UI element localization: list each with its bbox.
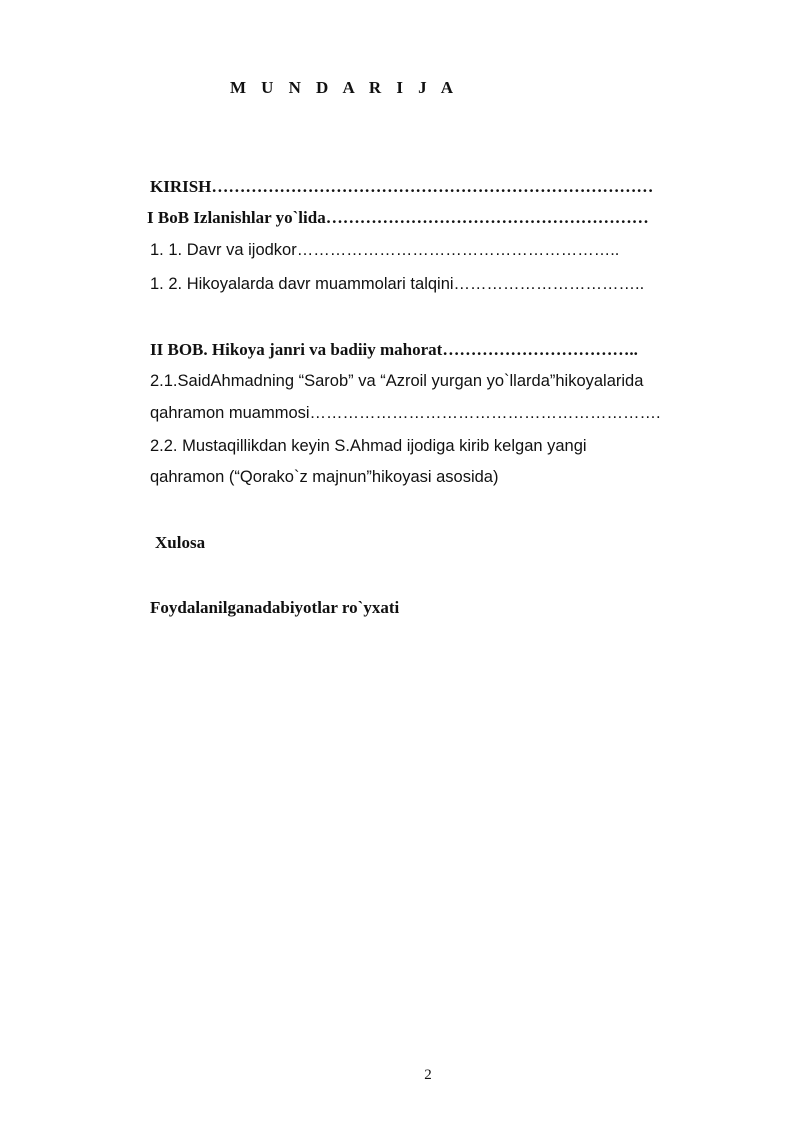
toc-entry-section-2-2-line-2: qahramon (“Qorako`z majnun”hikoyasi asosida) [150,468,499,486]
toc-entry-section-2-2-line-1: 2.2. Mustaqillikdan keyin S.Ahmad ijodiga kirib kelgan yangi [150,437,587,455]
toc-entry-chapter-1: I BoB Izlanishlar yo`lida………………………………………………… [147,208,649,227]
page-title: M U N D A R I J A [230,78,459,97]
toc-entry-section-2-1-line-2: qahramon muammosi………………………………………………………. [150,404,661,422]
toc-entry-section-2-1-line-1: 2.1.SaidAhmadning “Sarob” va “Azroil yurgan yo`llarda”hikoyalarida [150,372,644,390]
toc-entry-section-1-2: 1. 2. Hikoyalarda davr muammolari talqini…………………………….. [150,275,645,293]
toc-entry-section-1-1: 1. 1. Davr va ijodkor………………………………………………….. [150,241,620,259]
toc-entry-kirish: KIRISH…………………………………………………………………… [150,177,654,196]
toc-entry-references: Foydalanilganadabiyotlar ro`yxati [150,598,400,617]
toc-entry-chapter-2: II BOB. Hikoya janri va badiiy mahorat…………………………….. [150,340,638,359]
page-number: 2 [424,1067,432,1083]
toc-entry-conclusion: Xulosa [155,533,206,552]
